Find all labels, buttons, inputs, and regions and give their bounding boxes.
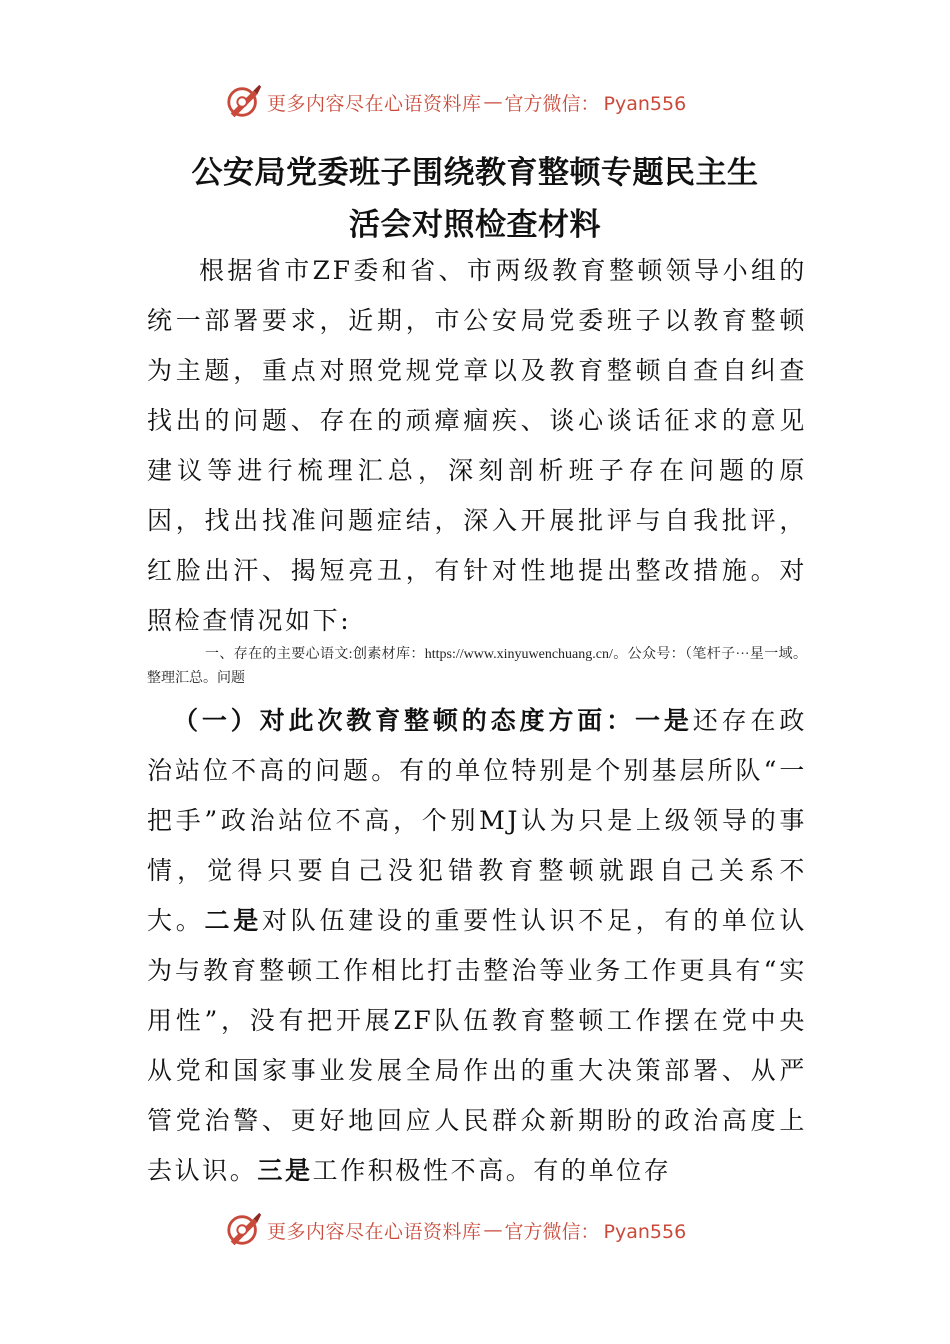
banner-text: 更多内容尽在心语资料库	[267, 1220, 482, 1243]
pen-logo-icon	[225, 83, 263, 121]
title-line-1: 公安局党委班子围绕教育整顿专题民主生	[191, 155, 759, 191]
banner-wechat-id: Pyan556	[603, 1220, 687, 1243]
banner-wechat-id: Pyan556	[603, 92, 687, 115]
point3-label: 三是	[257, 1156, 313, 1185]
banner-dash: —	[483, 1219, 503, 1241]
point3-text: 工作积极性不高。有的单位存	[312, 1156, 672, 1185]
subsection-heading: （一）对此次教育整顿的态度方面：	[173, 706, 636, 735]
section-note: 一、存在的主要心语文:创素材库：https://www.xinyuwenchuang.cn/。公众号：（笔杆子···星一域。整理汇总。问题	[147, 647, 807, 686]
point2-text: 对队伍建设的重要性认识不足，有的单位认为与教育整顿工作相比打击整治等业务工作更具有“实用性”，没有把开展ZF队伍教育整顿工作摆在党中央从党和国家事业发展全局作出的重大决策部署、从严管党治警、更好地回应人民群众新期盼的政治高度上去认识。	[147, 906, 808, 1185]
header-banner	[225, 82, 745, 122]
banner-text: 更多内容尽在心语资料库	[267, 92, 482, 115]
intro-paragraph: 根据省市ZF委和省、市两级教育整顿领导小组的统一部署要求，近期，市公安局党委班子以教育整顿为主题，重点对照党规党章以及教育整顿自查自纠查找出的问题、存在的顽瘴痼疾、谈心谈话征求的意见建议等进行梳理汇总，深刻剖析班子存在问题的原因，找出找准问题症结，深入开展批评与自我批评，红脸出汗、揭短亮丑，有针对性地提出整改措施。对照检查情况如下:	[147, 256, 807, 635]
banner-contact	[505, 1217, 687, 1244]
point2-label: 二是	[204, 906, 262, 935]
footer-banner	[225, 1210, 745, 1250]
point1-text: 还存在政治站位不高的问题。有的单位特别是个别基层所队“一把手”政治站位不高，个别MJ认为只是上级领导的事情，觉得只要自己没犯错教育整顿就跟自己关系不大。	[147, 706, 808, 935]
banner-contact-label: 官方微信：	[504, 92, 600, 115]
title-line-2: 活会对照检查材料	[349, 207, 601, 243]
banner-dash: —	[483, 91, 503, 113]
pen-logo-icon	[225, 1211, 263, 1249]
point1-label: 一是	[635, 706, 693, 735]
banner-contact-label: 官方微信：	[504, 1220, 600, 1243]
banner-contact	[505, 89, 687, 116]
subsection-paragraph	[147, 696, 807, 1196]
document-title	[145, 147, 805, 251]
